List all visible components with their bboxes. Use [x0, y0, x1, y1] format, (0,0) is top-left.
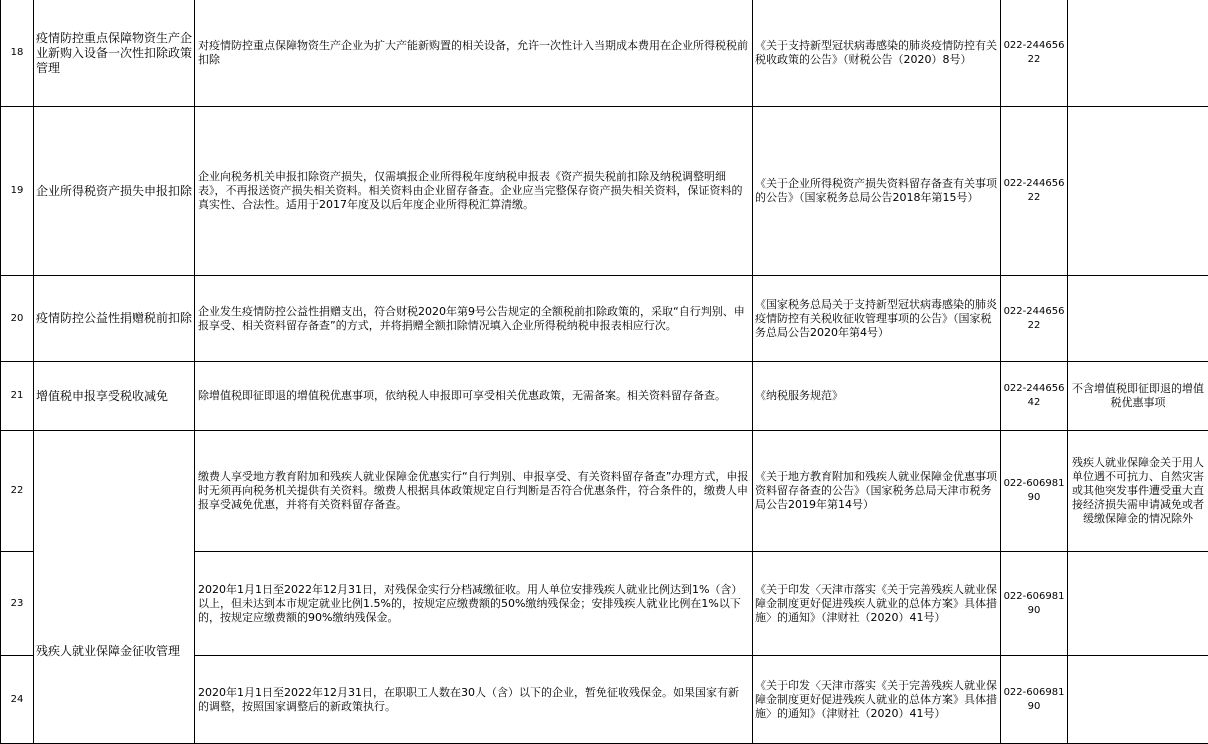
- remark: 残疾人就业保障金关于用人单位遇不可抗力、自然灾害或其他突发事件遭受重大直接经济损失需申请减免或者缓缴保障金的情况除外: [1068, 431, 1208, 552]
- row-number: 22: [1, 431, 34, 552]
- contact-phone: 022-60698190: [1001, 656, 1068, 744]
- table-row: [1, 276, 1208, 362]
- remark: [1068, 0, 1208, 107]
- policy-basis: 《关于印发〈天津市落实《关于完善残疾人就业保障金制度更好促进残疾人就业的总体方案》具体措施〉的通知》（津财社（2020）41号）: [753, 656, 1001, 744]
- item-name: 企业所得税资产损失申报扣除: [34, 107, 195, 276]
- contact-phone: 022-24465622: [1001, 0, 1068, 107]
- policy-basis: 《关于企业所得税资产损失资料留存备查有关事项的公告》（国家税务总局公告2018年第15号）: [753, 107, 1001, 276]
- contact-phone: 022-24465622: [1001, 107, 1068, 276]
- item-name-text: 残疾人就业保障金征收管理: [36, 644, 192, 659]
- item-name: [34, 431, 195, 744]
- item-content: 除增值税即征即退的增值税优惠事项，依纳税人申报即可享受相关优惠政策，无需备案。相关资料留存备查。: [195, 362, 753, 431]
- row-number: 21: [1, 362, 34, 431]
- contact-phone: 022-24465622: [1001, 276, 1068, 362]
- policy-basis: 《关于地方教育附加和残疾人就业保障金优惠事项资料留存备查的公告》（国家税务总局天津市税务局公告2019年第14号）: [753, 431, 1001, 552]
- row-number: 20: [1, 276, 34, 362]
- table-row: [1, 107, 1208, 276]
- remark: [1068, 656, 1208, 744]
- item-name: 增值税申报享受税收减免: [34, 362, 195, 431]
- item-content: 企业发生疫情防控公益性捐赠支出，符合财税2020年第9号公告规定的全额税前扣除政策的，采取“自行判别、申报享受、相关资料留存备查”的方式，并将捐赠全额扣除情况填入企业所得税纳税申报表相应行次。: [195, 276, 753, 362]
- remark: [1068, 107, 1208, 276]
- table-row: [1, 431, 1208, 552]
- remark: 不含增值税即征即退的增值税优惠事项: [1068, 362, 1208, 431]
- contact-phone: 022-24465642: [1001, 362, 1068, 431]
- item-name: 疫情防控公益性捐赠税前扣除: [34, 276, 195, 362]
- table-row: [1, 0, 1208, 107]
- row-number: 24: [1, 656, 34, 744]
- contact-phone: 022-60698190: [1001, 552, 1068, 656]
- policy-basis: 《纳税服务规范》: [753, 362, 1001, 431]
- item-content: 对疫情防控重点保障物资生产企业为扩大产能新购置的相关设备，允许一次性计入当期成本费用在企业所得税税前扣除: [195, 0, 753, 107]
- row-number: 23: [1, 552, 34, 656]
- item-content: 缴费人享受地方教育附加和残疾人就业保障金优惠实行“自行判别、申报享受、有关资料留存备查”办理方式，申报时无须再向税务机关提供有关资料。缴费人根据具体政策规定自行判断是否符合优惠条件，符合条件的，缴费人申报享受减免优惠，并将有关资料留存备查。: [195, 431, 753, 552]
- row-number: 19: [1, 107, 34, 276]
- policy-basis: 《国家税务总局关于支持新型冠状病毒感染的肺炎疫情防控有关税收征收管理事项的公告》（国家税务总局公告2020年第4号）: [753, 276, 1001, 362]
- policy-basis: 《关于支持新型冠状病毒感染的肺炎疫情防控有关税收政策的公告》（财税公告（2020）8号）: [753, 0, 1001, 107]
- item-content: 企业向税务机关申报扣除资产损失，仅需填报企业所得税年度纳税申报表《资产损失税前扣除及纳税调整明细表》，不再报送资产损失相关资料。相关资料由企业留存备查。企业应当完整保存资产损失相关资料，保证资料的真实性、合法性。适用于2017年度及以后年度企业所得税汇算清缴。: [195, 107, 753, 276]
- remark: [1068, 276, 1208, 362]
- row-number: 18: [1, 0, 34, 107]
- item-name: 疫情防控重点保障物资生产企业新购入设备一次性扣除政策管理: [34, 0, 195, 107]
- remark: [1068, 552, 1208, 656]
- item-content: 2020年1月1日至2022年12月31日，对残保金实行分档减缴征收。用人单位安排残疾人就业比例达到1%（含）以上，但未达到本市规定就业比例1.5%的，按规定应缴费额的50%缴纳残保金；安排残疾人就业比例在1%以下的，按规定应缴费额的90%缴纳残保金。: [195, 552, 753, 656]
- contact-phone: 022-60698190: [1001, 431, 1068, 552]
- policy-basis: 《关于印发〈天津市落实《关于完善残疾人就业保障金制度更好促进残疾人就业的总体方案》具体措施〉的通知》（津财社（2020）41号）: [753, 552, 1001, 656]
- item-content: 2020年1月1日至2022年12月31日，在职职工人数在30人（含）以下的企业，暂免征收残保金。如果国家有新的调整，按照国家调整后的新政策执行。: [195, 656, 753, 744]
- table-row: [1, 362, 1208, 431]
